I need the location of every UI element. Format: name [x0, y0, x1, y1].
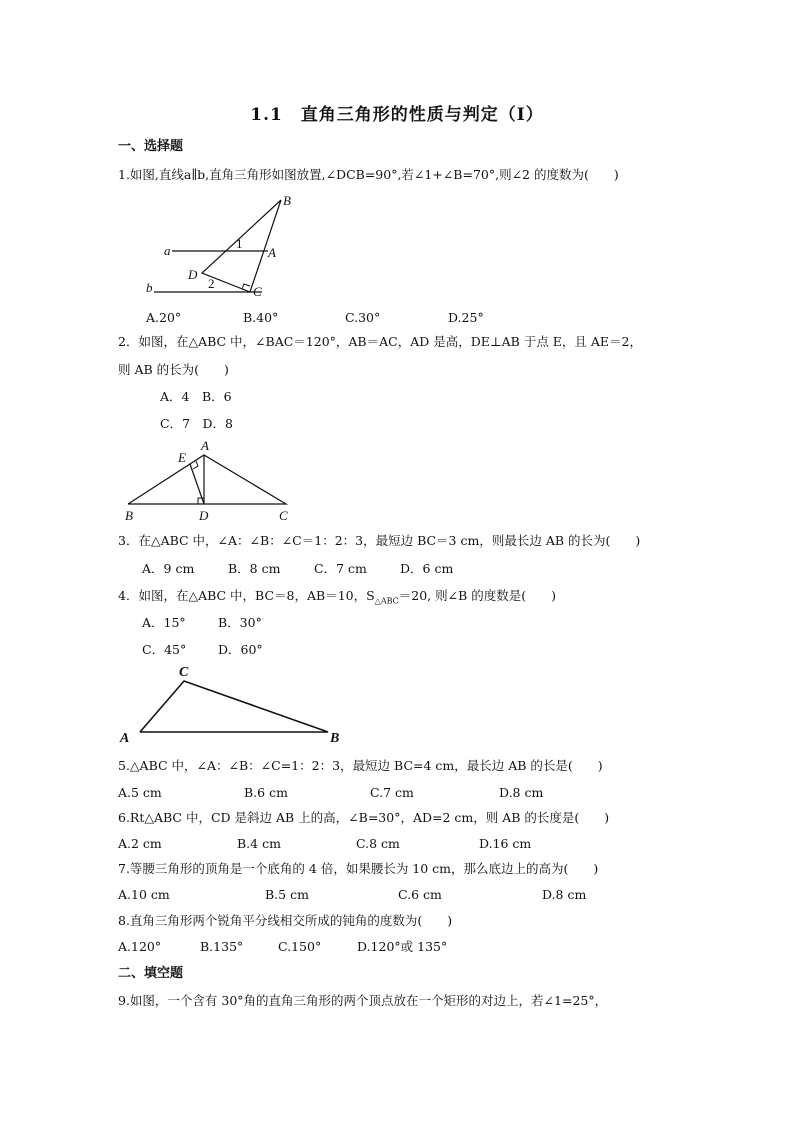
q6-stem: 6.Rt△ABC 中，CD 是斜边 AB 上的高，∠B=30°，AD=2 cm，则 AB 的长度是( ) — [118, 810, 610, 825]
q4-option-b: B．30° — [218, 615, 262, 630]
q2-label-E: E — [178, 450, 186, 465]
q4-stem — [118, 588, 556, 610]
q8-option-c: C.150° — [278, 939, 322, 954]
q2-figure — [118, 438, 298, 524]
q6-option-a: A.2 cm — [118, 836, 162, 851]
q4-stem-pre: 4．如图，在△ABC 中，BC＝8，AB＝10，S — [118, 588, 375, 603]
q6-option-c: C.8 cm — [356, 836, 400, 851]
q1-option-d: D.25° — [448, 310, 484, 325]
q1-label-angle1: 1 — [236, 236, 243, 251]
q4-option-c: C．45° — [142, 642, 187, 657]
q3-option-c: C．7 cm — [314, 561, 367, 576]
q3-option-b: B．8 cm — [228, 561, 281, 576]
q2-label-C: C — [279, 508, 288, 523]
q3-stem: 3．在△ABC 中，∠A：∠B：∠C＝1：2：3，最短边 BC＝3 cm，则最长边 AB 的长为( ) — [118, 533, 641, 548]
q2-options-row1: A．4 B．6 — [160, 389, 232, 404]
q2-label-B: B — [125, 508, 133, 523]
q1-label-angle2: 2 — [208, 276, 215, 291]
q5-option-b: B.6 cm — [244, 785, 288, 800]
q2-label-A: A — [201, 438, 209, 453]
q1-label-D: D — [188, 267, 198, 282]
q5-option-d: D.8 cm — [499, 785, 544, 800]
q1-option-c: C.30° — [345, 310, 381, 325]
q7-option-a: A.10 cm — [118, 887, 170, 902]
q3-option-a: A．9 cm — [142, 561, 195, 576]
q4-option-a: A．15° — [142, 615, 186, 630]
q2-options-row2: C．7 D．8 — [160, 416, 233, 431]
q8-option-b: B.135° — [200, 939, 244, 954]
q4-label-B: B — [330, 731, 340, 746]
section-choice-heading: 一、选择题 — [118, 139, 184, 154]
q3-option-d: D．6 cm — [400, 561, 454, 576]
q7-option-b: B.5 cm — [265, 887, 309, 902]
q4-label-C: C — [179, 665, 189, 680]
q8-option-d: D.120°或 135° — [357, 939, 448, 954]
q7-option-d: D.8 cm — [542, 887, 587, 902]
q4-stem-post: ＝20, 则∠B 的度数是( ) — [398, 588, 556, 603]
page-title: 1.1 直角三角形的性质与判定（Ⅰ） — [250, 105, 544, 125]
q7-stem: 7.等腰三角形的顶角是一个底角的 4 倍，如果腰长为 10 cm，那么底边上的高为( ) — [118, 861, 599, 876]
q6-option-b: B.4 cm — [237, 836, 281, 851]
q1-option-a: A.20° — [146, 310, 182, 325]
q5-option-c: C.7 cm — [370, 785, 414, 800]
q4-option-d: D．60° — [218, 642, 263, 657]
q5-option-a: A.5 cm — [118, 785, 162, 800]
q8-option-a: A.120° — [118, 939, 162, 954]
q1-figure — [140, 190, 300, 305]
q1-option-b: B.40° — [243, 310, 279, 325]
q1-label-A: A — [268, 245, 276, 260]
q1-label-a: a — [164, 243, 171, 258]
q1-stem: 1.如图,直线a∥b,直角三角形如图放置,∠DCB=90°,若∠1+∠B=70°,则∠2 的度数为( ) — [118, 167, 619, 182]
q4-figure — [116, 662, 350, 746]
q4-label-A: A — [120, 731, 130, 746]
q7-option-c: C.6 cm — [398, 887, 442, 902]
q9-stem: 9.如图，一个含有 30°角的直角三角形的两个顶点放在一个矩形的对边上，若∠1=25°， — [118, 993, 608, 1008]
section-fill-heading: 二、填空题 — [118, 966, 184, 981]
q8-stem: 8.直角三角形两个锐角平分线相交所成的钝角的度数为( ) — [118, 913, 453, 928]
q1-label-b: b — [146, 280, 153, 295]
q2-label-D: D — [199, 508, 209, 523]
q2-stem-line1: 2．如图，在△ABC 中，∠BAC＝120°，AB＝AC，AD 是高，DE⊥AB 于点 E，且 AE＝2， — [118, 334, 642, 349]
q1-label-C: C — [253, 284, 262, 299]
q1-label-B: B — [283, 193, 291, 208]
q4-stem-sub: △ABC — [374, 596, 399, 606]
q6-option-d: D.16 cm — [479, 836, 532, 851]
q5-stem: 5.△ABC 中，∠A：∠B：∠C=1：2：3，最短边 BC=4 cm，最长边 AB 的长是( ) — [118, 758, 603, 773]
q2-stem-line2: 则 AB 的长为( ) — [118, 362, 229, 377]
